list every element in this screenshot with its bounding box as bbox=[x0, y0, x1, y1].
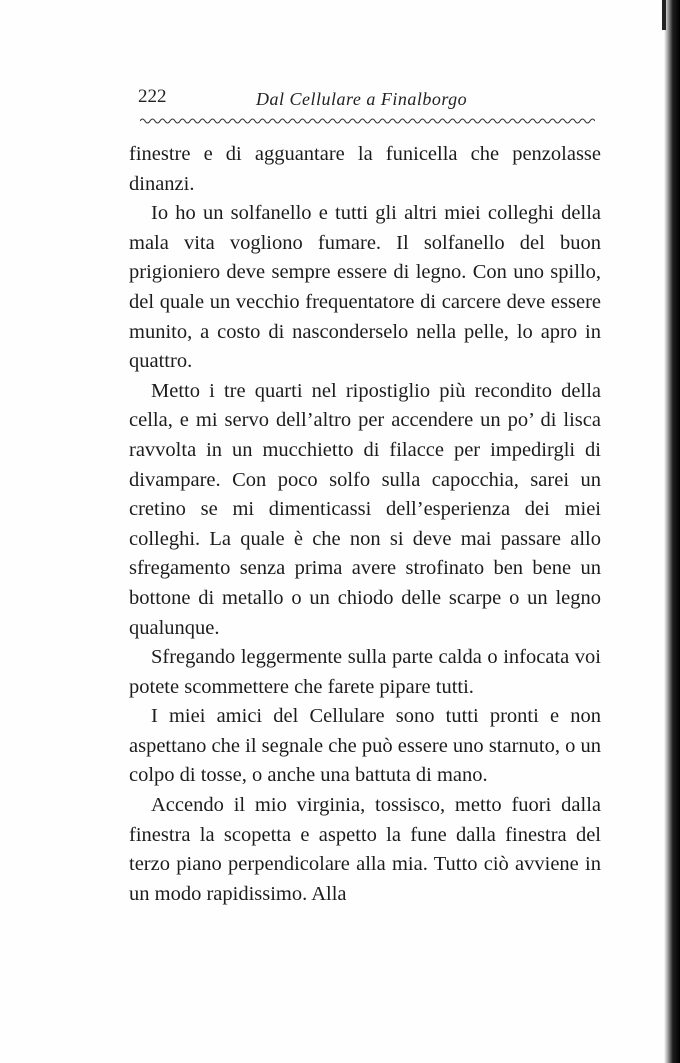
page-number: 222 bbox=[138, 86, 167, 107]
paragraph-1: finestre e di agguantare la funicella che penzolasse dinanzi. bbox=[129, 143, 601, 195]
body-text bbox=[129, 140, 601, 909]
paragraph-3: Metto i tre quarti nel ripostiglio più recondito della cella, e mi servo dell’altro per accendere un po’ di lisca ravvolta in un mucchietto di filacce per impedirgli di divampare. Con poco solfo sulla capocchia, sarei un cretino se mi dimenticassi dell’esperienza dei miei colleghi. La quale è che non si deve mai passare allo sfregamento senza prima avere strofinato ben bene un bottone di metallo o un chiodo delle scarpe o un legno qualunque. bbox=[129, 379, 601, 639]
wavy-rule bbox=[140, 117, 595, 125]
scan-mark bbox=[662, 0, 666, 30]
page-edge-shadow bbox=[664, 0, 680, 1063]
paragraph-4: Sfregando leggermente sulla parte calda o infocata voi potete scommettere che farete pipare tutti. bbox=[129, 646, 601, 698]
wavy-rule-line bbox=[140, 119, 595, 123]
paragraph-5: I miei amici del Cellulare sono tutti pronti e non aspettano che il segnale che può essere uno starnuto, o un colpo di tosse, o anche una battuta di mano. bbox=[129, 705, 601, 787]
page-header bbox=[138, 86, 598, 116]
running-title: Dal Cellulare a Finalborgo bbox=[256, 89, 468, 109]
paragraph-2: Io ho un solfanello e tutti gli altri miei colleghi della mala vita vogliono fumare. Il solfanello del buon prigioniero deve sempre essere di legno. Con uno spillo, del quale un vecchio frequentatore di carcere deve essere munito, a costo di nasconderselo nella pelle, lo apro in quattro. bbox=[129, 202, 601, 373]
paragraph-6: Accendo il mio virginia, tossisco, metto fuori dalla finestra la scopetta e aspetto la fune dalla finestra del terzo piano perpendicolare alla mia. Tutto ciò avviene in un modo rapidissimo. Alla bbox=[129, 794, 601, 905]
